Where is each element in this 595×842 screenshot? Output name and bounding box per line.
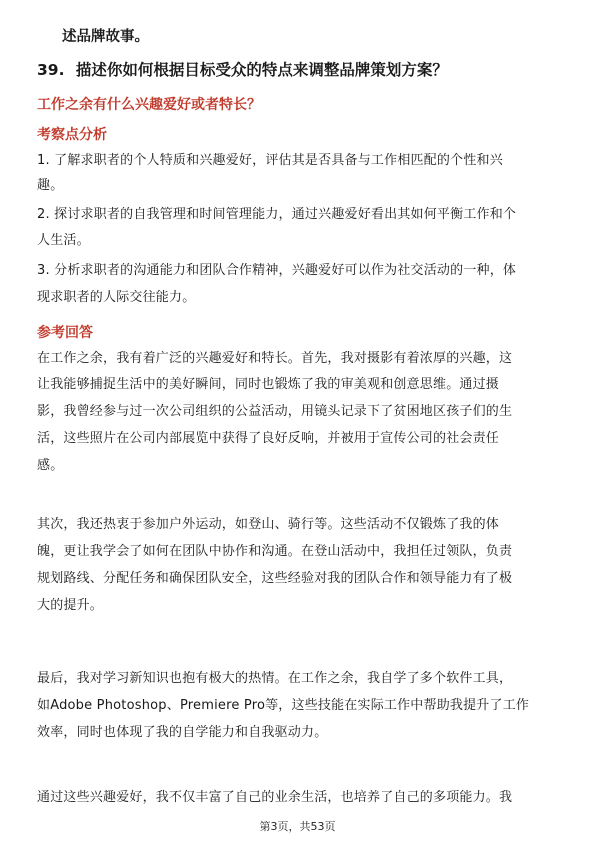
answer-line: 其次，我还热衷于参加户外运动，如登山、骑行等。这些活动不仅锻炼了我的体 <box>37 517 500 532</box>
answer-line: 让我能够捕捉生活中的美好瞬间，同时也锻炼了我的审美观和创意思维。通过摄 <box>37 377 500 392</box>
answer-line: 大的提升。 <box>37 598 104 613</box>
answer-line: 通过这些兴趣爱好，我不仅丰富了自己的业余生活，也培养了自己的多项能力。我 <box>37 790 513 805</box>
analysis-line: 现求职者的人际交往能力。 <box>37 290 196 305</box>
analysis-line: 2. 探讨求职者的自我管理和时间管理能力，通过兴趣爱好看出其如何平衡工作和个 <box>37 207 517 222</box>
page-number: 第3页，共53页 <box>259 820 336 833</box>
analysis-line: 人生活。 <box>37 233 90 248</box>
answer-line: 效率，同时也体现了我的自学能力和自我驱动力。 <box>37 725 328 740</box>
analysis-line: 1. 了解求职者的个人特质和兴趣爱好，评估其是否具备与工作相匹配的个性和兴 <box>37 153 503 168</box>
answer-line: 活，这些照片在公司内部展览中获得了良好反响，并被用于宣传公司的社会责任 <box>37 431 500 446</box>
sub-question: 工作之余有什么兴趣爱好或者特长？ <box>37 97 261 113</box>
question-title <box>37 58 559 80</box>
answer-line: 魄，更让我学会了如何在团队中协作和沟通。在登山活动中，我担任过领队，负责 <box>37 544 513 559</box>
answer-line: 影，我曾经参与过一次公司组织的公益活动，用镜头记录下了贫困地区孩子们的生 <box>37 404 513 419</box>
answer-heading: 参考回答 <box>37 325 93 341</box>
question-number: 39. <box>37 61 65 79</box>
analysis-heading: 考察点分析 <box>37 127 107 143</box>
analysis-line: 趣。 <box>37 178 64 193</box>
answer-line: 如Adobe Photoshop、Premiere Pro等，这些技能在实际工作中帮助我提升了工作 <box>37 698 530 713</box>
answer-line: 感。 <box>37 458 64 473</box>
answer-line: 在工作之余，我有着广泛的兴趣爱好和特长。首先，我对摄影有着浓厚的兴趣，这 <box>37 351 513 366</box>
answer-line: 规划路线、分配任务和确保团队安全，这些经验对我的团队合作和领导能力有了极 <box>37 571 513 586</box>
question-text: 描述你如何根据目标受众的特点来调整品牌策划方案？ <box>75 61 448 79</box>
answer-line: 最后，我对学习新知识也抱有极大的热情。在工作之余，我自学了多个软件工具， <box>37 671 513 686</box>
analysis-line: 3. 分析求职者的沟通能力和团队合作精神，兴趣爱好可以作为社交活动的一种，体 <box>37 263 517 278</box>
previous-answer-tail: 述品牌故事。 <box>62 29 149 45</box>
